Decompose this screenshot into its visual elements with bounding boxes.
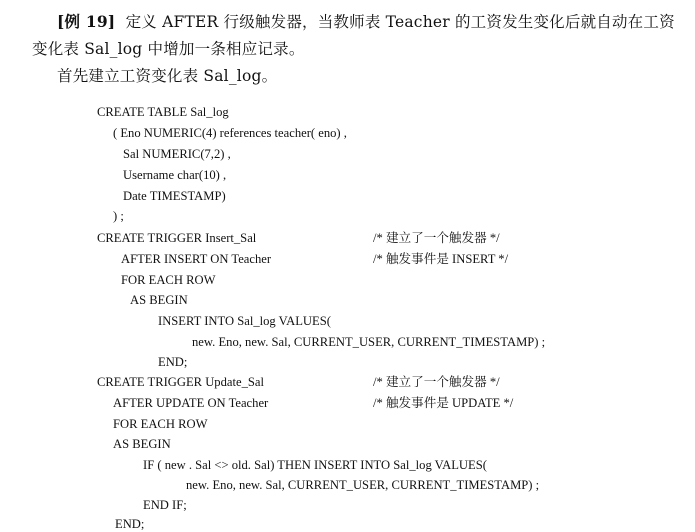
code-line: FOR EACH ROW <box>121 273 216 287</box>
code-line: ( Eno NUMERIC(4) references teacher( eno) , <box>113 126 347 140</box>
example-line-1 <box>57 14 675 31</box>
code-line: AFTER UPDATE ON Teacher <box>113 396 269 410</box>
code-line: ) ; <box>113 209 124 223</box>
code-comment: /* 建立了一个触发器 */ <box>373 375 500 389</box>
code-comment: /* 触发事件是 UPDATE */ <box>373 396 514 410</box>
code-line: Sal NUMERIC(7,2) , <box>123 147 231 161</box>
code-comment: /* 建立了一个触发器 */ <box>373 231 500 245</box>
example-label: [例 19] <box>57 12 116 31</box>
code-line: Username char(10) , <box>123 168 227 182</box>
code-line: AS BEGIN <box>113 437 171 451</box>
code-line: END IF; <box>143 498 187 512</box>
code-line: AS BEGIN <box>130 293 188 307</box>
code-line: END; <box>115 517 145 531</box>
code-line: INSERT INTO Sal_log VALUES( <box>158 314 331 328</box>
code-line: CREATE TRIGGER Update_Sal <box>97 375 264 389</box>
code-line: Date TIMESTAMP) <box>123 189 226 203</box>
example-description: 定义 AFTER 行级触发器，当教师表 Teacher 的工资发生变化后就自动在工资 <box>125 13 675 31</box>
code-line: END; <box>158 355 188 369</box>
code-line: FOR EACH ROW <box>113 417 208 431</box>
code-line: new. Eno, new. Sal, CURRENT_USER, CURRENT_TIMESTAMP) ; <box>186 478 540 492</box>
code-line: IF ( new . Sal <> old. Sal) THEN INSERT INTO Sal_log VALUES( <box>143 458 487 472</box>
code-line: CREATE TABLE Sal_log <box>97 105 229 119</box>
code-comment: /* 触发事件是 INSERT */ <box>373 252 509 266</box>
code-line: new. Eno, new. Sal, CURRENT_USER, CURRENT_TIMESTAMP) ; <box>192 335 546 349</box>
example-line-3: 首先建立工资变化表 Sal_log。 <box>57 67 278 85</box>
example-line-2: 变化表 Sal_log 中增加一条相应记录。 <box>32 40 305 58</box>
code-line: CREATE TRIGGER Insert_Sal <box>97 231 257 245</box>
code-line: AFTER INSERT ON Teacher <box>121 252 272 266</box>
